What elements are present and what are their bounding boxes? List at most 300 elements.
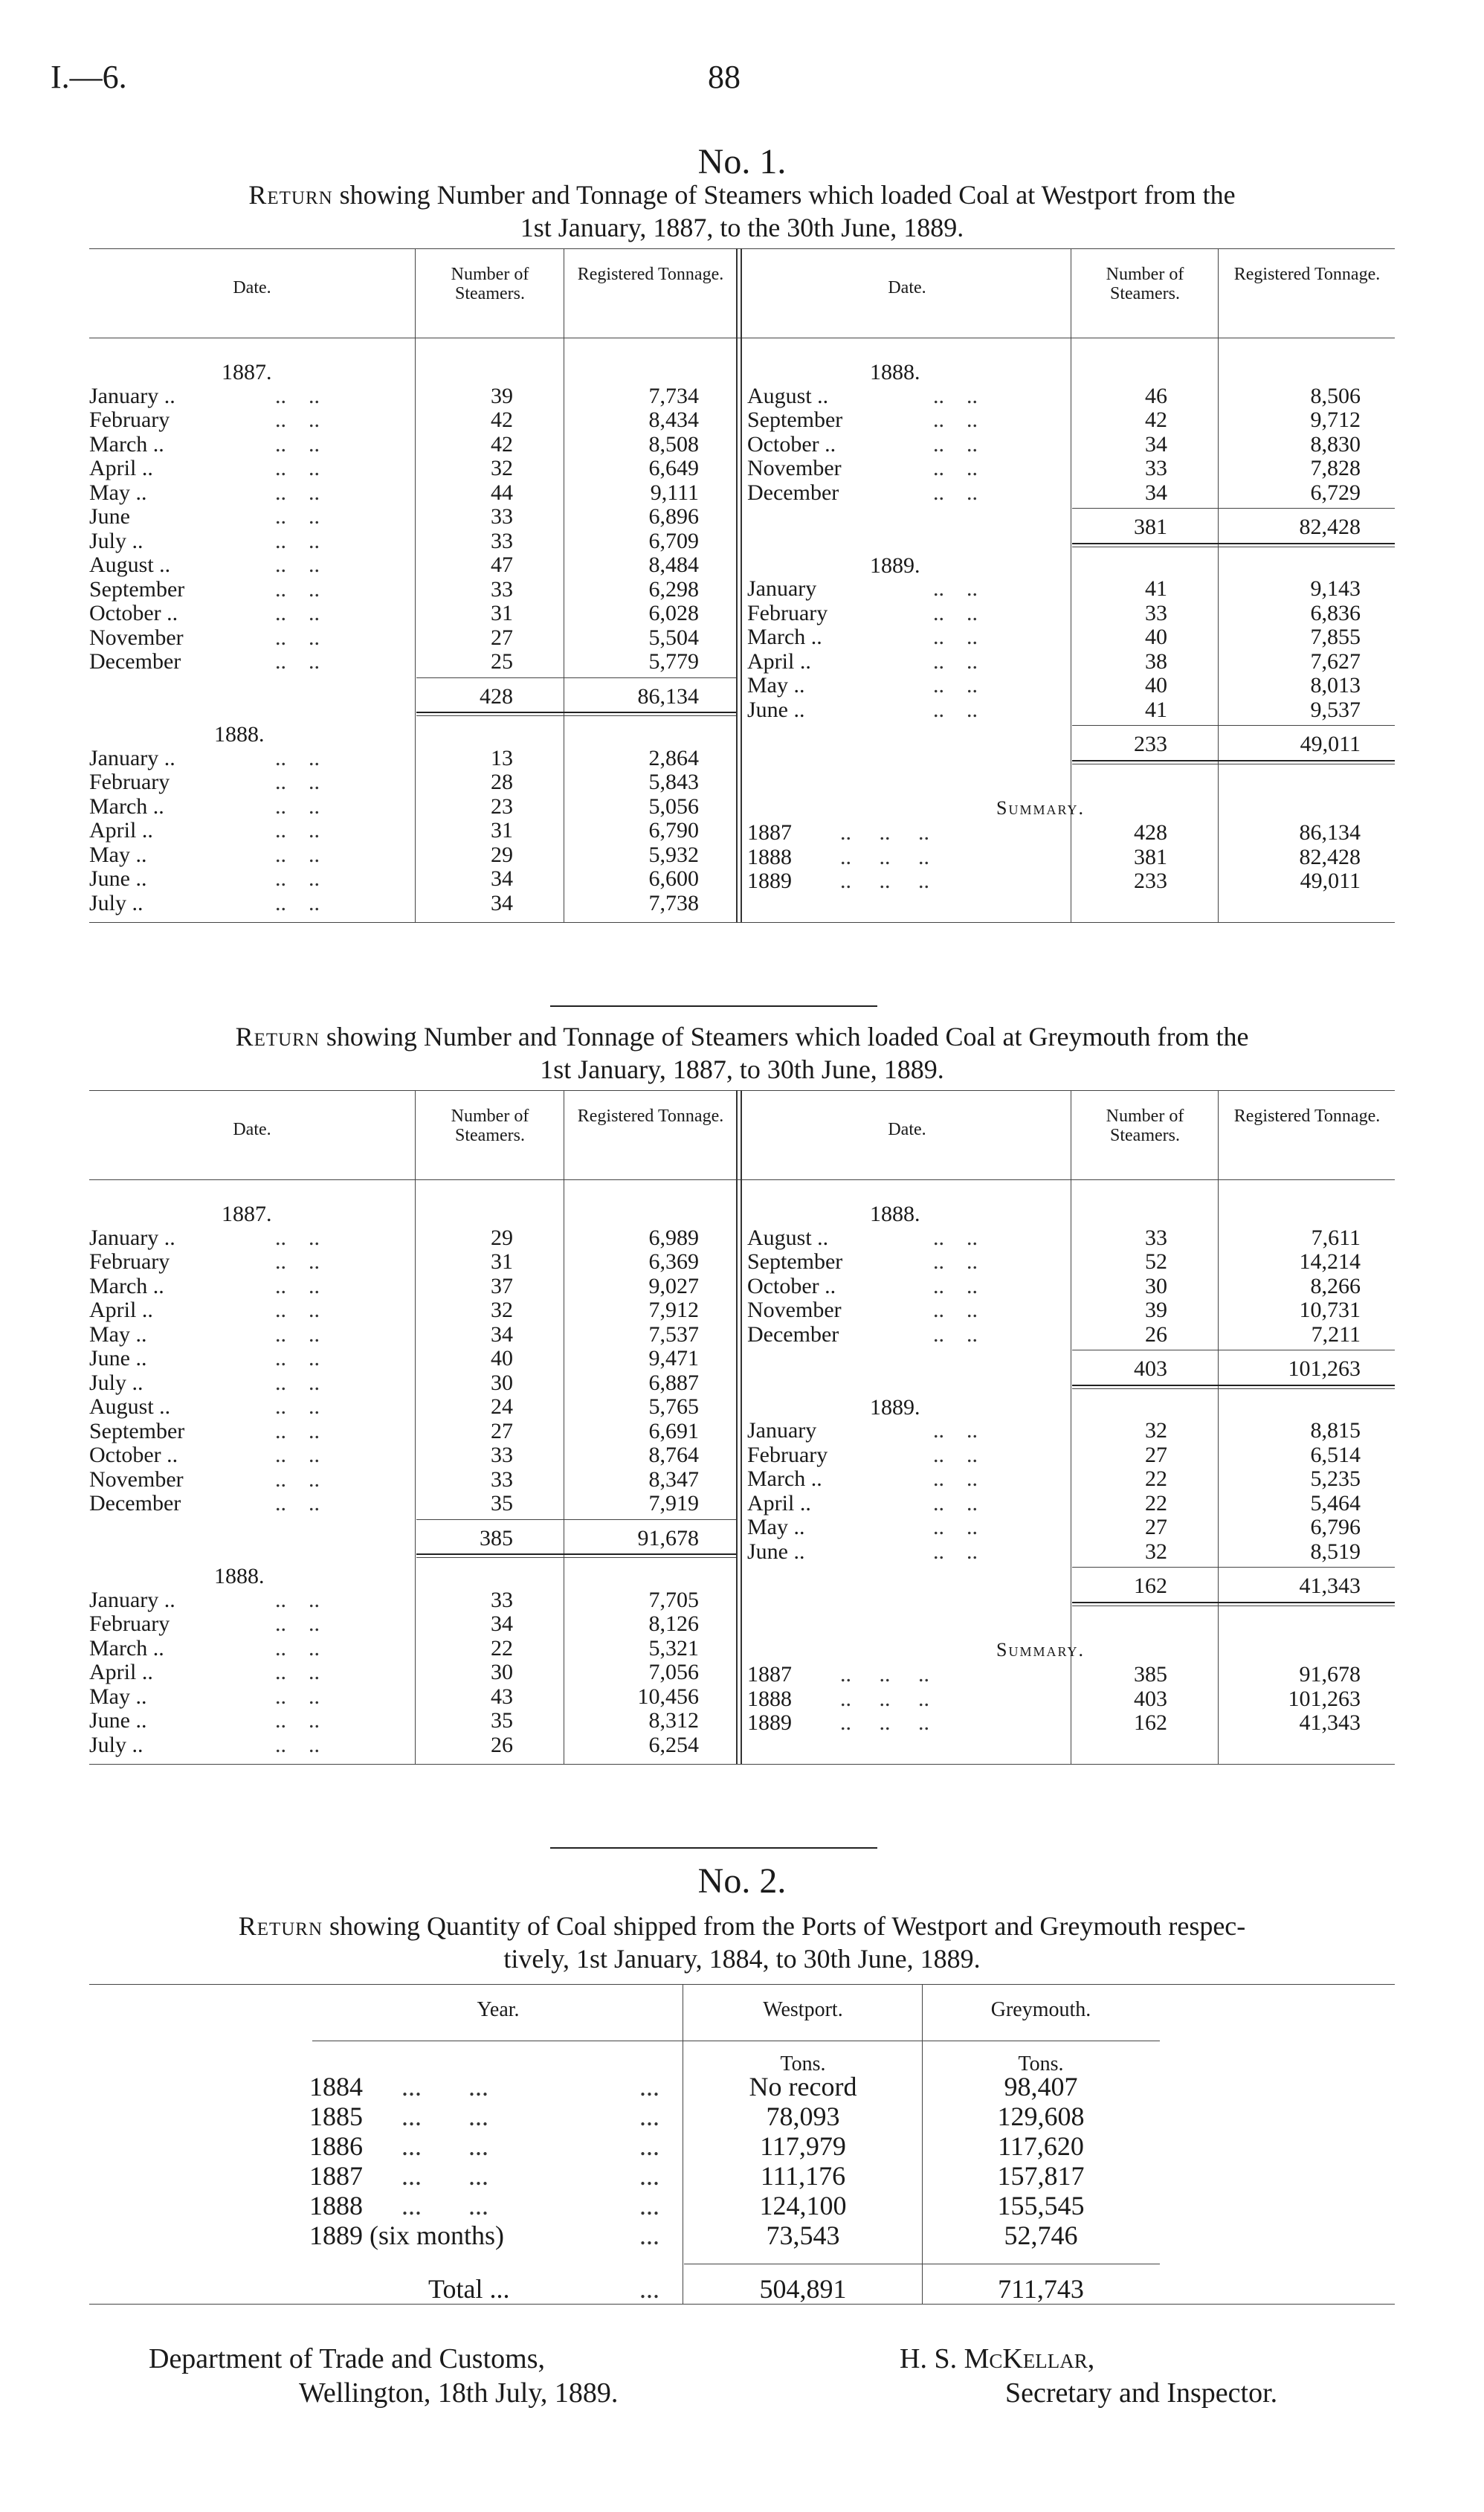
total-tonnage: 41,343 <box>1299 1574 1361 1598</box>
total-tonnage: 91,678 <box>637 1525 699 1550</box>
steamer-count: 27 <box>491 625 513 650</box>
steamer-count: 35 <box>491 1708 513 1733</box>
leader-dots: .. .. <box>275 649 320 674</box>
summary-tonnage: 41,343 <box>1299 1710 1361 1735</box>
month-label: September <box>747 408 843 432</box>
month-label: December <box>89 1491 181 1516</box>
tonnage-value: 6,254 <box>648 1732 699 1757</box>
steamer-count: 34 <box>1145 480 1167 505</box>
tonnage-value: 9,471 <box>648 1346 699 1371</box>
summary-tonnage: 86,134 <box>1299 820 1361 845</box>
month-label: October .. <box>89 1443 178 1467</box>
leader-dots: .. .. <box>933 1515 978 1539</box>
steamer-count: 27 <box>1145 1442 1167 1467</box>
month-label: May .. <box>89 480 147 505</box>
col-number: Number of Steamers. <box>1106 265 1184 303</box>
total-tonnage: 101,263 <box>1288 1356 1361 1381</box>
leader-dots: .. .. <box>275 1346 320 1371</box>
month-label: September <box>89 1418 185 1443</box>
tonnage-value: 5,235 <box>1310 1466 1361 1491</box>
year-heading: 1888. <box>870 360 920 384</box>
summary-year: 1887 <box>747 1662 792 1687</box>
tonnage-value: 8,506 <box>1310 383 1361 408</box>
leader-dots: .. .. <box>933 1321 978 1347</box>
steamer-count: 34 <box>491 1611 513 1636</box>
total-steamers: 381 <box>1134 515 1167 539</box>
month-label: September <box>89 576 185 602</box>
steamer-count: 34 <box>1145 431 1167 457</box>
tonnage-value: 7,919 <box>648 1491 699 1516</box>
summary-steamers: 385 <box>1134 1662 1167 1687</box>
total-tonnage: 82,428 <box>1299 515 1361 539</box>
total-steamers: 162 <box>1134 1574 1167 1598</box>
month-label: October .. <box>747 431 836 457</box>
total-rule <box>416 715 736 716</box>
leader-dots: ... ... <box>401 2191 488 2220</box>
year-label: 1885 <box>309 2102 363 2131</box>
unit-label: Tons. <box>780 2052 826 2075</box>
footer-signatory-role: Secretary and Inspector. <box>1005 2377 1278 2409</box>
leader-dots: .. .. <box>933 697 978 722</box>
month-label: December <box>747 1321 839 1347</box>
leader-dots: .. .. <box>933 1273 978 1298</box>
leader-dots: .. .. <box>275 818 320 843</box>
westport-tons: 111,176 <box>760 2161 846 2191</box>
steamer-count: 42 <box>491 408 513 432</box>
month-label: February <box>747 1442 828 1467</box>
col-date: Date. <box>233 278 271 297</box>
total-rule <box>1072 1602 1395 1603</box>
greymouth-tons: 155,545 <box>997 2191 1085 2220</box>
summary-steamers: 428 <box>1134 820 1167 845</box>
tonnage-value: 6,649 <box>648 456 699 480</box>
summary-heading: Summary. <box>996 1638 1085 1661</box>
month-label: May .. <box>89 842 147 867</box>
month-label: February <box>89 1249 170 1274</box>
leader-dots: .. .. .. <box>840 1686 929 1711</box>
westport-tons: 124,100 <box>759 2191 847 2220</box>
column-divider <box>415 248 416 922</box>
month-label: April .. <box>747 648 811 674</box>
leader-dots: .. .. <box>275 1660 320 1684</box>
greymouth-tons: 98,407 <box>1004 2072 1078 2102</box>
leader-dots: .. .. <box>933 625 978 649</box>
leader-dots: .. .. <box>275 480 320 505</box>
steamer-count: 47 <box>491 553 513 577</box>
leader-dots: .. .. .. <box>840 844 929 869</box>
tonnage-value: 2,864 <box>648 745 699 770</box>
leader-dots: .. .. <box>933 1539 978 1564</box>
steamer-count: 39 <box>491 383 513 408</box>
month-label: March .. <box>747 625 822 649</box>
total-steamers: 385 <box>480 1525 513 1550</box>
steamer-count: 31 <box>491 1249 513 1274</box>
steamer-count: 26 <box>1145 1321 1167 1347</box>
col-tonnage: Registered Tonnage. <box>577 1107 724 1126</box>
leader-dots: .. .. <box>275 1491 320 1516</box>
tonnage-value: 5,779 <box>648 649 699 674</box>
leader-dots: .. .. <box>933 1442 978 1467</box>
summary-heading: Summary. <box>996 796 1085 819</box>
month-label: September <box>747 1249 843 1274</box>
tonnage-value: 6,790 <box>648 818 699 843</box>
month-label: January .. <box>89 745 175 770</box>
month-label: November <box>89 1466 184 1492</box>
steamer-count: 42 <box>1145 408 1167 432</box>
column-divider <box>1218 1090 1219 1764</box>
steamer-count: 28 <box>491 770 513 794</box>
steamer-count: 26 <box>491 1732 513 1757</box>
table-top-rule <box>89 248 1395 249</box>
month-label: April .. <box>89 1298 153 1322</box>
steamer-count: 32 <box>491 456 513 480</box>
total-rule <box>1072 1385 1395 1386</box>
header-bottom-rule <box>89 1179 1395 1180</box>
column-divider-double <box>736 1090 738 1764</box>
steamer-count: 29 <box>491 842 513 867</box>
steamer-count: 33 <box>1145 456 1167 480</box>
steamer-count: 29 <box>491 1225 513 1250</box>
month-label: August .. <box>747 383 829 408</box>
steamer-count: 40 <box>1145 673 1167 698</box>
month-label: March .. <box>89 1635 164 1661</box>
month-label: April .. <box>89 818 153 843</box>
month-label: August .. <box>89 1394 171 1419</box>
tonnage-value: 5,056 <box>648 793 699 819</box>
total-rule <box>1072 543 1395 544</box>
steamer-count: 25 <box>491 649 513 674</box>
tonnage-value: 7,056 <box>648 1660 699 1684</box>
month-label: April .. <box>89 1660 153 1684</box>
leader-dots: .. .. <box>933 480 978 505</box>
steamer-count: 33 <box>491 1466 513 1492</box>
tonnage-value: 8,126 <box>648 1611 699 1636</box>
tonnage-value: 6,028 <box>648 601 699 625</box>
summary-steamers: 233 <box>1134 869 1167 893</box>
month-label: October .. <box>89 601 178 625</box>
table-bottom-rule <box>89 1764 1395 1765</box>
document-reference: I.—6. <box>51 59 127 95</box>
col-greymouth: Greymouth. <box>990 1998 1091 2021</box>
tonnage-value: 8,764 <box>648 1443 699 1467</box>
leader-dots: .. .. <box>933 1249 978 1274</box>
greymouth-tons: 52,746 <box>1004 2220 1078 2250</box>
leader-dots: .. .. .. <box>840 1710 929 1735</box>
summary-year: 1889 <box>747 869 792 893</box>
leader-dots: .. .. <box>275 1684 320 1709</box>
leader-dots: .. .. <box>275 1443 320 1467</box>
tonnage-value: 6,600 <box>648 866 699 891</box>
month-label: June .. <box>89 866 147 891</box>
tonnage-value: 9,537 <box>1310 697 1361 722</box>
col-number: Number of Steamers. <box>451 1107 529 1145</box>
return-word: Return <box>248 180 333 210</box>
summary-tonnage: 82,428 <box>1299 844 1361 869</box>
summary-tonnage: 91,678 <box>1299 1662 1361 1687</box>
tonnage-value: 6,989 <box>648 1225 699 1250</box>
greymouth-tons: 117,620 <box>998 2131 1084 2161</box>
leader-dots: .. .. <box>275 1321 320 1347</box>
steamer-count: 41 <box>1145 576 1167 601</box>
steamer-count: 30 <box>491 1370 513 1395</box>
tonnage-value: 6,709 <box>648 528 699 553</box>
summary-tonnage: 101,263 <box>1288 1686 1361 1711</box>
month-label: February <box>89 408 170 432</box>
total-steamers: 403 <box>1134 1356 1167 1381</box>
subtotal-rule <box>416 1519 736 1520</box>
steamer-count: 33 <box>491 1443 513 1467</box>
leader-dots: .. .. <box>933 600 978 625</box>
signatory-name: H. S. McKellar, <box>900 2343 1095 2374</box>
leader-dots: ... ... <box>401 2161 488 2191</box>
month-label: February <box>89 770 170 794</box>
tonnage-value: 8,519 <box>1310 1539 1361 1564</box>
year-label: 1886 <box>309 2131 363 2161</box>
total-label: Total ... <box>428 2274 510 2304</box>
table-bottom-rule <box>89 2304 1395 2305</box>
col-tonnage: Registered Tonnage. <box>1233 265 1381 284</box>
steamer-count: 33 <box>491 1587 513 1612</box>
summary-year: 1889 <box>747 1710 792 1735</box>
year-heading: 1889. <box>870 1394 920 1420</box>
year-label: 1884 <box>309 2072 363 2102</box>
greymouth-tons: 157,817 <box>997 2161 1085 2191</box>
month-label: December <box>747 480 839 505</box>
leader-dots: ... <box>639 2131 659 2161</box>
column-divider-double <box>741 1090 742 1764</box>
leader-dots: .. .. <box>275 1370 320 1395</box>
total-steamers: 428 <box>480 683 513 709</box>
col-date: Date. <box>233 1120 271 1139</box>
tonnage-value: 6,796 <box>1310 1515 1361 1539</box>
col-number: Number of Steamers. <box>1106 1107 1184 1145</box>
month-label: February <box>89 1611 170 1636</box>
title-text-line2: tively, 1st January, 1884, to 30th June, 1889. <box>503 1944 981 1974</box>
month-label: January .. <box>89 383 175 408</box>
steamer-count: 31 <box>491 601 513 625</box>
tonnage-value: 6,896 <box>648 504 699 529</box>
tonnage-value: 5,321 <box>648 1635 699 1661</box>
summary-year: 1888 <box>747 844 792 869</box>
table-bottom-rule <box>89 922 1395 923</box>
col-number: Number of Steamers. <box>451 265 529 303</box>
tonnage-value: 8,484 <box>648 553 699 577</box>
steamer-count: 39 <box>1145 1298 1167 1322</box>
month-label: January <box>747 1418 817 1443</box>
leader-dots: .. .. <box>933 383 978 408</box>
return-word: Return <box>238 1911 323 1941</box>
steamer-count: 32 <box>1145 1418 1167 1443</box>
section-title-no2: No. 2. <box>697 1861 787 1901</box>
coal-return-title <box>82 1910 1402 1975</box>
tonnage-value: 14,214 <box>1299 1249 1361 1274</box>
summary-year: 1887 <box>747 820 792 845</box>
leader-dots: .. .. <box>933 431 978 457</box>
westport-tons: No record <box>749 2072 857 2102</box>
tonnage-value: 7,855 <box>1310 625 1361 649</box>
tonnage-value: 5,932 <box>648 842 699 867</box>
total-tonnage: 49,011 <box>1300 732 1361 756</box>
tonnage-value: 7,627 <box>1310 648 1361 674</box>
steamer-count: 42 <box>491 431 513 457</box>
month-label: March .. <box>89 431 164 457</box>
leader-dots: .. .. <box>275 1298 320 1322</box>
month-label: May .. <box>747 673 805 698</box>
leader-dots: .. .. <box>275 842 320 867</box>
year-heading: 1889. <box>870 553 920 578</box>
leader-dots: .. .. <box>275 528 320 553</box>
tonnage-value: 6,298 <box>648 576 699 602</box>
summary-steamers: 162 <box>1134 1710 1167 1735</box>
leader-dots: .. .. <box>275 431 320 457</box>
tonnage-value: 7,705 <box>648 1587 699 1612</box>
table-top-rule <box>89 1090 1395 1091</box>
title-text: showing Number and Tonnage of Steamers which loaded Coal at Greymouth from the <box>319 1022 1249 1052</box>
steamer-count: 24 <box>491 1394 513 1419</box>
leader-dots: .. .. <box>275 383 320 408</box>
leader-dots: .. .. .. <box>840 820 929 845</box>
tonnage-value: 7,912 <box>648 1298 699 1322</box>
total-rule <box>416 1553 736 1555</box>
month-label: August .. <box>89 553 171 577</box>
leader-dots: .. .. <box>275 504 320 529</box>
total-tonnage: 86,134 <box>637 683 699 709</box>
leader-dots: .. .. .. <box>840 869 929 893</box>
section-divider <box>550 1847 877 1849</box>
leader-dots: .. .. <box>275 1249 320 1274</box>
leader-dots: ... <box>639 2274 659 2304</box>
month-label: March .. <box>89 793 164 819</box>
leader-dots: ... ... <box>401 2102 488 2131</box>
steamer-count: 33 <box>491 504 513 529</box>
leader-dots: ... <box>639 2220 659 2250</box>
year-label: 1887 <box>309 2161 363 2191</box>
footer-department: Department of Trade and Customs, <box>149 2343 546 2374</box>
leader-dots: .. .. <box>275 456 320 480</box>
leader-dots: .. .. <box>275 553 320 577</box>
tonnage-value: 9,111 <box>650 480 699 505</box>
steamer-count: 22 <box>1145 1490 1167 1516</box>
footer-place-date: Wellington, 18th July, 1889. <box>299 2377 619 2409</box>
title-text: showing Quantity of Coal shipped from the Ports of Westport and Greymouth respec- <box>323 1911 1246 1941</box>
month-label: October .. <box>747 1273 836 1298</box>
total-westport: 504,891 <box>759 2274 847 2304</box>
leader-dots: .. .. <box>933 576 978 601</box>
steamer-count: 46 <box>1145 383 1167 408</box>
month-label: June <box>89 504 130 529</box>
month-label: July .. <box>89 890 143 915</box>
leader-dots: .. .. <box>275 1273 320 1298</box>
leader-dots: ... <box>639 2191 659 2220</box>
steamer-count: 34 <box>491 1321 513 1347</box>
column-divider <box>415 1090 416 1764</box>
month-label: June .. <box>89 1708 147 1733</box>
total-rule <box>1072 760 1395 761</box>
tonnage-value: 8,508 <box>648 431 699 457</box>
steamer-count: 27 <box>1145 1515 1167 1539</box>
subtotal-rule <box>1072 508 1395 509</box>
leader-dots: .. .. <box>933 408 978 432</box>
year-heading: 1888. <box>214 722 265 747</box>
month-label: February <box>747 600 828 625</box>
tonnage-value: 7,734 <box>648 383 699 408</box>
tonnage-value: 5,504 <box>648 625 699 650</box>
steamer-count: 34 <box>491 866 513 891</box>
month-label: April .. <box>89 456 153 480</box>
leader-dots: .. .. <box>275 1225 320 1250</box>
leader-dots: .. .. <box>275 1394 320 1419</box>
col-date: Date. <box>888 1120 926 1139</box>
tonnage-value: 5,843 <box>648 770 699 794</box>
total-rule <box>1072 1388 1395 1389</box>
tonnage-value: 6,369 <box>648 1249 699 1274</box>
leader-dots: ... ... <box>401 2072 488 2102</box>
unit-label: Tons. <box>1018 2052 1064 2075</box>
tonnage-value: 8,266 <box>1310 1273 1361 1298</box>
tonnage-value: 6,836 <box>1310 600 1361 625</box>
steamer-count: 13 <box>491 745 513 770</box>
leader-dots: .. .. <box>275 576 320 602</box>
leader-dots: .. .. <box>275 1635 320 1661</box>
month-label: January .. <box>89 1225 175 1250</box>
tonnage-value: 5,464 <box>1310 1490 1361 1516</box>
leader-dots: .. .. <box>933 456 978 480</box>
section-title-no1: No. 1. <box>697 142 787 181</box>
section-divider <box>550 1005 877 1007</box>
month-label: August .. <box>747 1225 829 1250</box>
col-date: Date. <box>888 278 926 297</box>
steamer-count: 33 <box>1145 600 1167 625</box>
month-label: March .. <box>89 1273 164 1298</box>
col-tonnage: Registered Tonnage. <box>577 265 724 284</box>
steamer-count: 41 <box>1145 697 1167 722</box>
steamer-count: 52 <box>1145 1249 1167 1274</box>
year-heading: 1888. <box>214 1564 265 1588</box>
leader-dots: ... ... <box>401 2131 488 2161</box>
westport-tons: 78,093 <box>766 2102 840 2131</box>
leader-dots: .. .. <box>275 1466 320 1492</box>
steamer-count: 31 <box>491 818 513 843</box>
month-label: July .. <box>89 1732 143 1757</box>
leader-dots: .. .. <box>933 648 978 674</box>
total-greymouth: 711,743 <box>998 2274 1084 2304</box>
month-label: May .. <box>89 1684 147 1709</box>
tonnage-value: 5,765 <box>648 1394 699 1419</box>
month-label: November <box>89 625 184 650</box>
year-label: 1888 <box>309 2191 363 2220</box>
leader-dots: .. .. <box>933 673 978 698</box>
steamer-count: 44 <box>491 480 513 505</box>
tonnage-value: 9,027 <box>648 1273 699 1298</box>
leader-dots: .. .. <box>275 408 320 432</box>
month-label: January .. <box>89 1587 175 1612</box>
footer-signatory <box>900 2342 1094 2375</box>
tonnage-value: 6,729 <box>1310 480 1361 505</box>
column-divider-double <box>741 248 742 922</box>
col-tonnage: Registered Tonnage. <box>1233 1107 1381 1126</box>
leader-dots: ... <box>639 2102 659 2131</box>
tonnage-value: 8,013 <box>1310 673 1361 698</box>
leader-dots: .. .. <box>275 601 320 625</box>
tonnage-value: 8,347 <box>648 1466 699 1492</box>
leader-dots: .. .. <box>933 1298 978 1322</box>
steamer-count: 33 <box>491 576 513 602</box>
month-label: March .. <box>747 1466 822 1491</box>
total-steamers: 233 <box>1134 732 1167 756</box>
subtotal-rule <box>416 677 736 678</box>
tonnage-value: 7,211 <box>1311 1321 1361 1347</box>
leader-dots: .. .. <box>275 793 320 819</box>
